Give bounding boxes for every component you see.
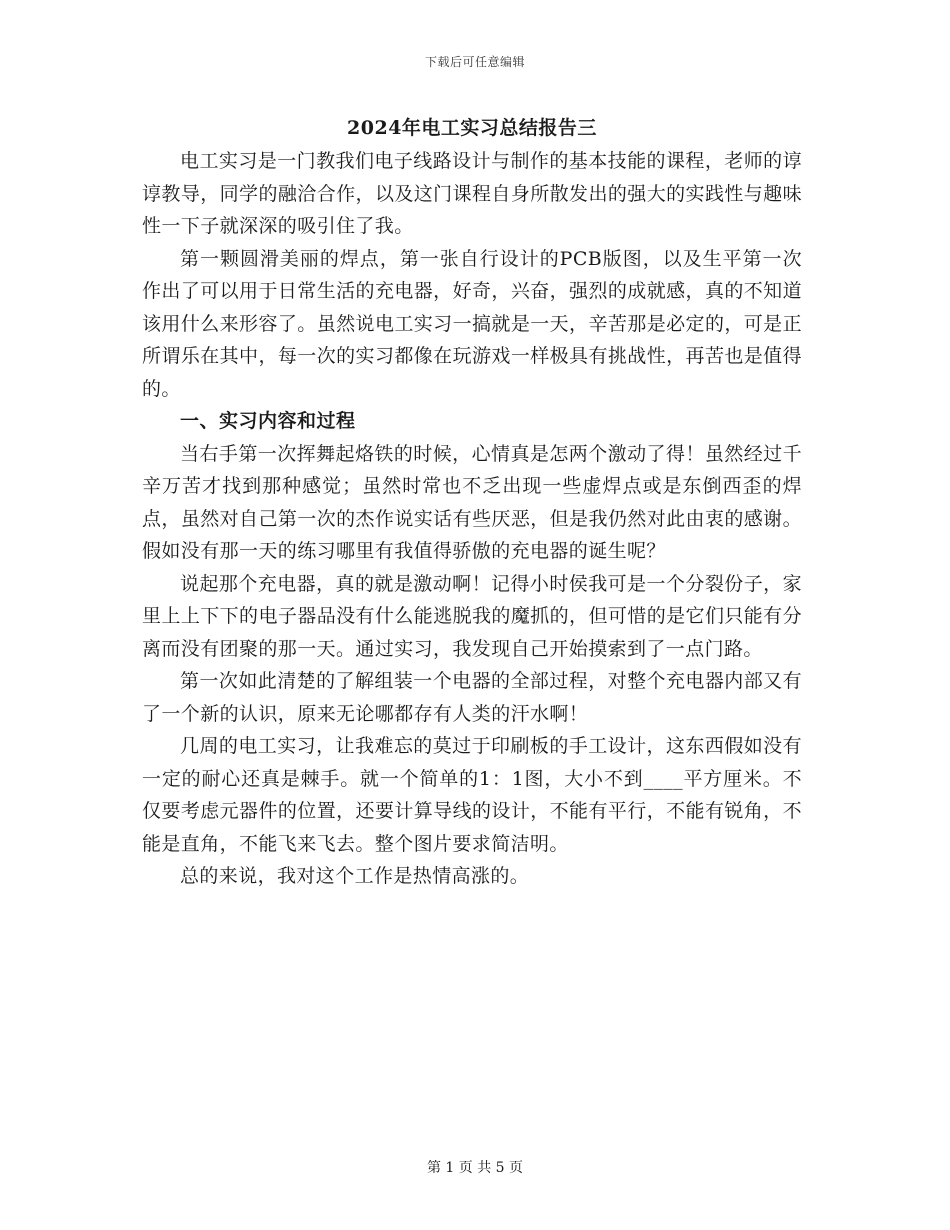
header-note: 下载后可任意编辑 xyxy=(424,55,525,69)
paragraph: 说起那个充电器，真的就是激动啊！记得小时侯我可是一个分裂份子，家里上上下下的电子器品没有什么能逃脱我的魔抓的，但可惜的是它们只能有分离而没有团聚的那一天。通过实习，我发现自己开始摸索到了一点门路。 xyxy=(142,572,802,660)
paragraph: 第一颗圆滑美丽的焊点，第一张自行设计的PCB版图，以及生平第一次作出了可以用于日常生活的充电器，好奇，兴奋，强烈的成就感，真的不知道该用什么来形容了。虽然说电工实习一搞就是一天，辛苦那是必定的，可是正所谓乐在其中，每一次的实习都像在玩游戏一样极具有挑战性，再苦也是值得的。 xyxy=(142,247,802,400)
document-title: 2024年电工实习总结报告三 xyxy=(347,117,597,139)
section-heading: 一、实习内容和过程 xyxy=(180,410,356,432)
paragraph: 电工实习是一门教我们电子线路设计与制作的基本技能的课程，老师的谆谆教导，同学的融洽合作，以及这门课程自身所散发出的强大的实践性与趣味性一下子就深深的吸引住了我。 xyxy=(142,150,802,237)
paragraph: 第一次如此清楚的了解组装一个电器的全部过程，对整个充电器内部又有了一个新的认识，原来无论哪都存有人类的汗水啊！ xyxy=(142,670,802,725)
page-number: 第 1 页 共 5 页 xyxy=(426,1160,524,1176)
paragraph: 总的来说，我对这个工作是热情高涨的。 xyxy=(180,865,530,887)
paragraph: 当右手第一次挥舞起烙铁的时候，心情真是怎两个激动了得！虽然经过千辛万苦才找到那种感觉；虽然时常也不乏出现一些虚焊点或是东倒西歪的焊点，虽然对自己第一次的杰作说实话有些厌恶，但是我仍然对此由衷的感谢。假如没有那一天的练习哪里有我值得骄傲的充电器的诞生呢？ xyxy=(142,442,802,562)
document-body xyxy=(142,112,802,893)
paragraph: 几周的电工实习，让我难忘的莫过于印刷板的手工设计，这东西假如没有一定的耐心还真是棘手。就一个简单的1：1图，大小不到____平方厘米。不仅要考虑元器件的位置，还要计算导线的设计，不能有平行，不能有锐角，不能是直角，不能飞来飞去。整个图片要求简洁明。 xyxy=(142,735,802,855)
